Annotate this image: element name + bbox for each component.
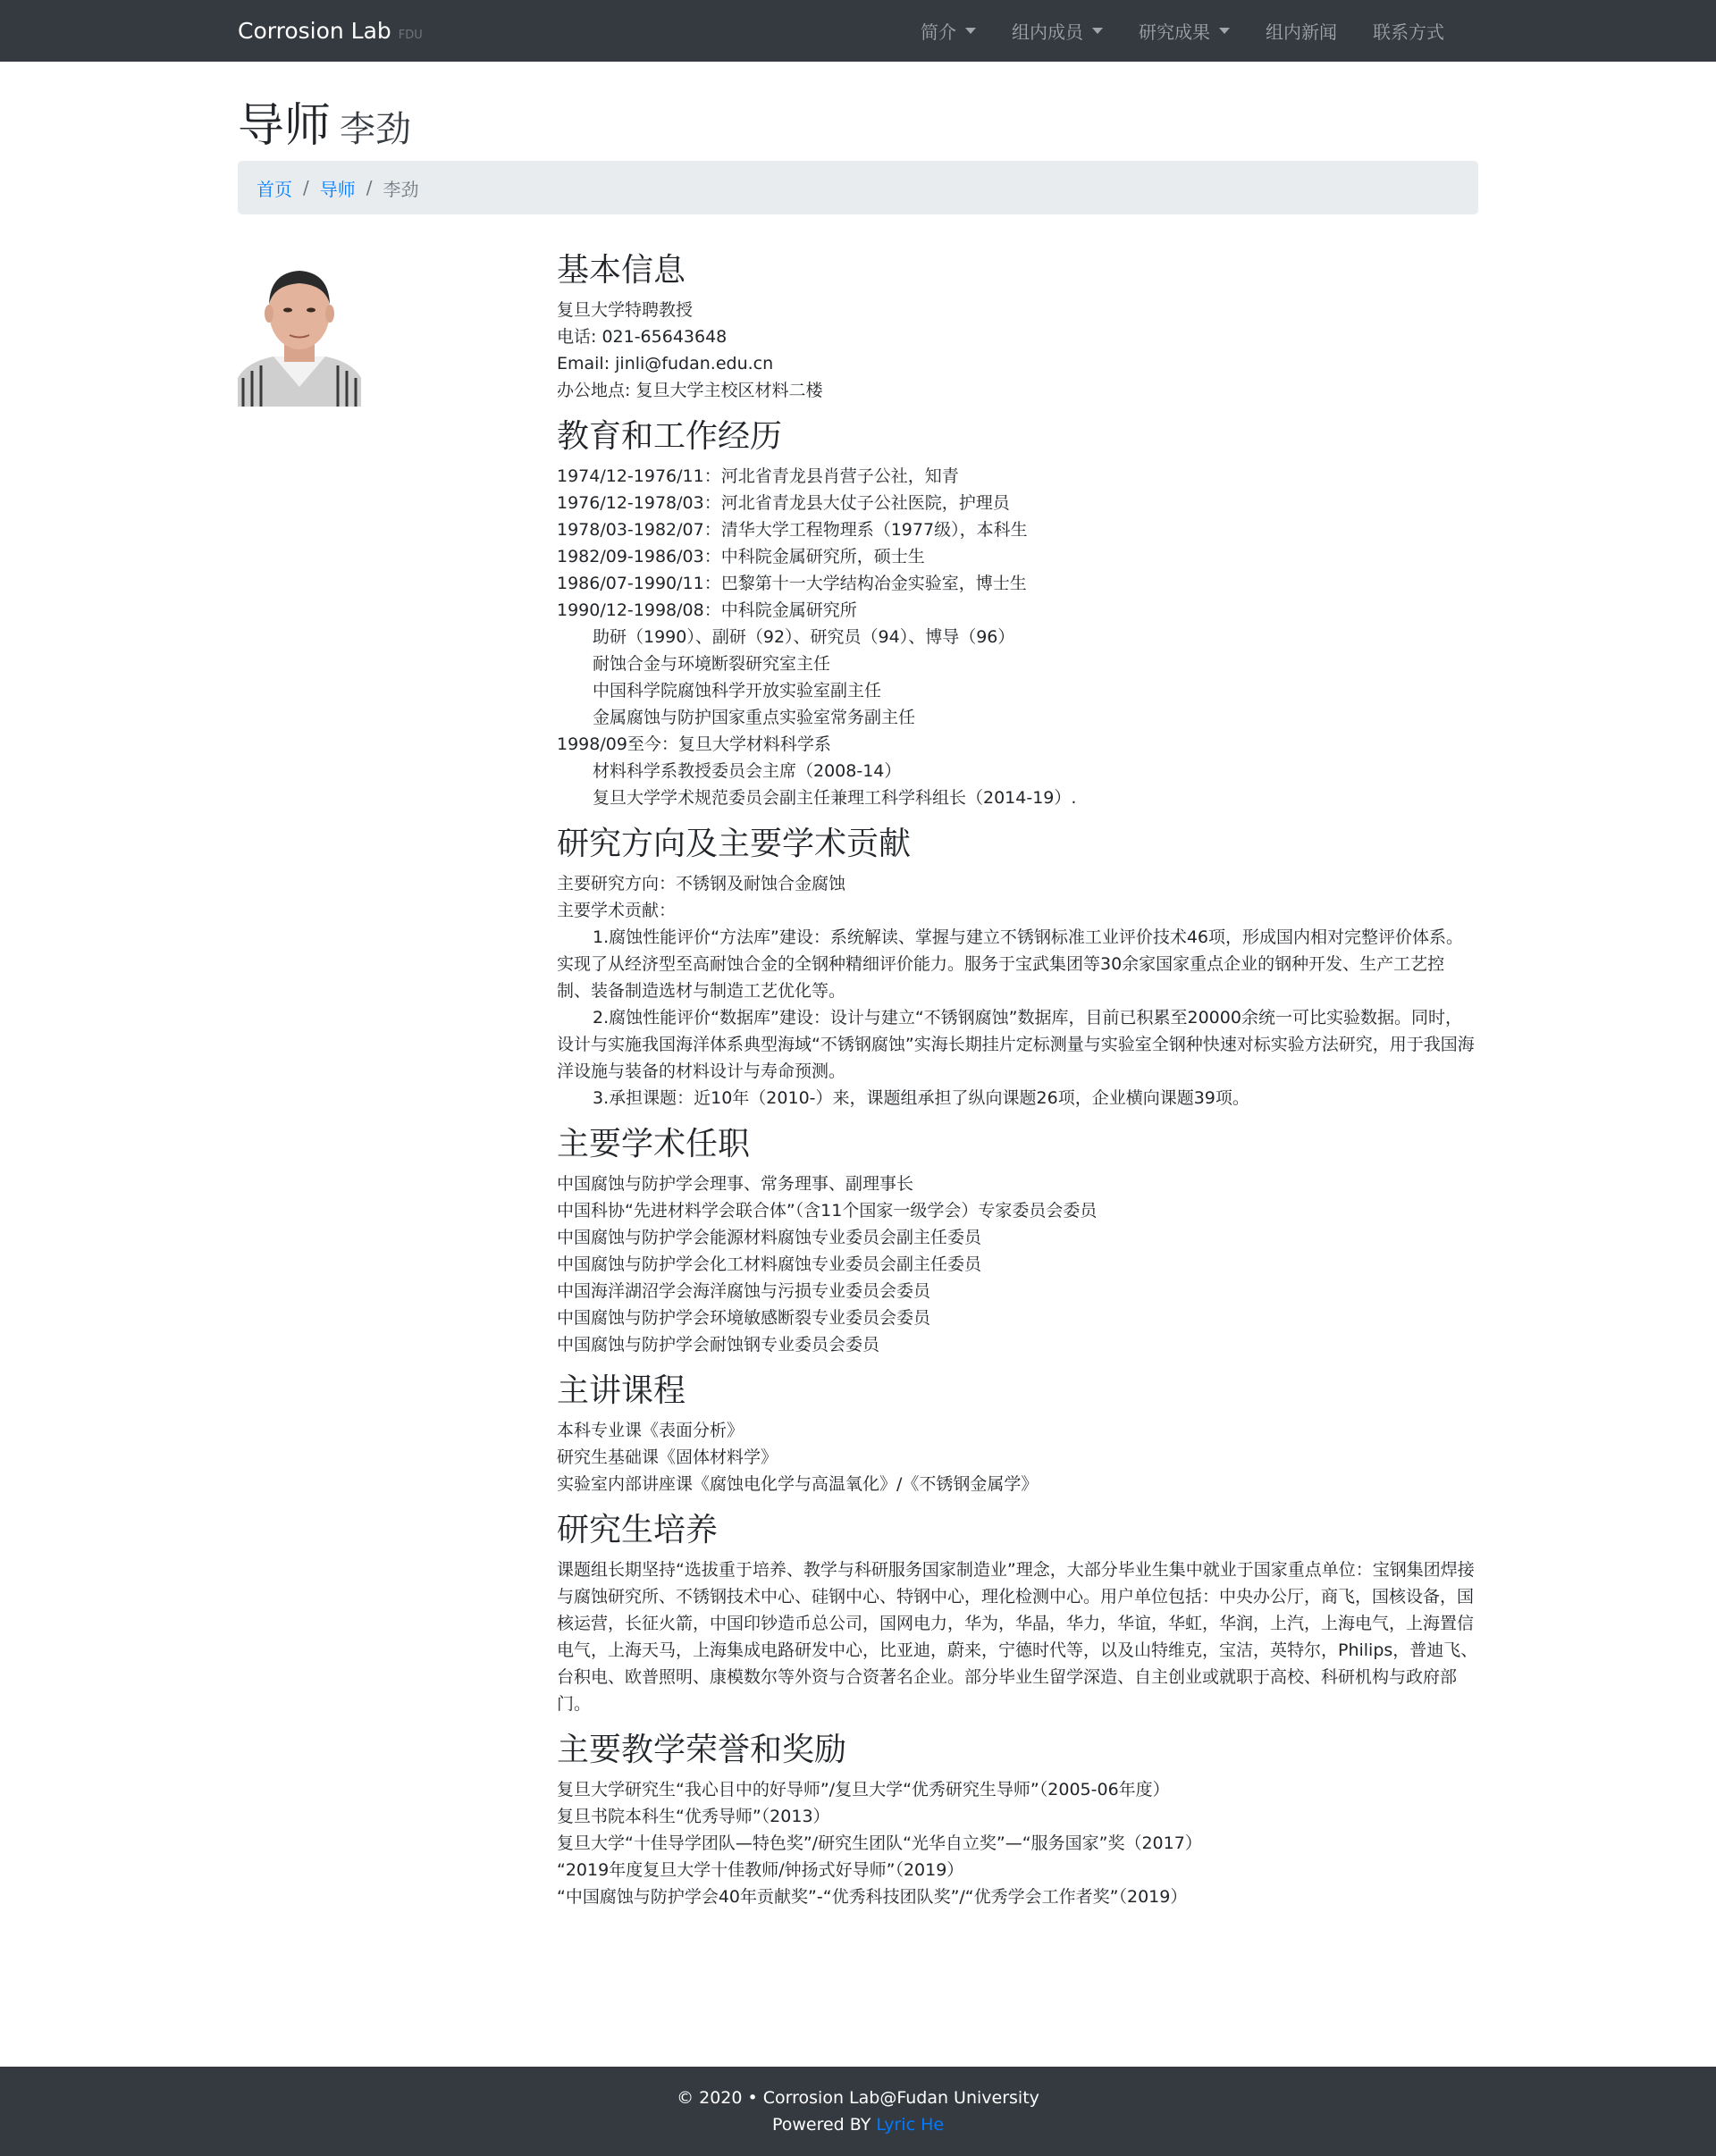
contribution-item: 1.腐蚀性能评价“方法库”建设：系统解读、掌握与建立不锈钢标准工业评价技术46项，形成国内相对完整评价体系。实现了从经济型至高耐蚀合金的全钢种精细评价能力。服务于宝武集团等30余家国家重点企业的钢种开发、生产工艺控制、装备制造选材与制造工艺优化等。 xyxy=(557,927,1463,1001)
profile-photo xyxy=(238,253,361,407)
honor-line: 复旦书院本科生“优秀导师”（2013） xyxy=(557,1807,830,1826)
section-research xyxy=(557,818,1478,1112)
section-heading: 教育和工作经历 xyxy=(557,418,783,455)
research-direction: 主要研究方向：不锈钢及耐蚀合金腐蚀 xyxy=(557,874,846,893)
nav-item-label: 组内成员 xyxy=(1012,21,1083,43)
honor-line: 复旦大学研究生“我心目中的好导师”/复旦大学“优秀研究生导师”（2005-06年度） xyxy=(557,1780,1170,1799)
nav-item-label: 组内新闻 xyxy=(1266,21,1337,43)
career-line: 1978/03-1982/07：清华大学工程物理系（1977级），本科生 xyxy=(557,520,1028,540)
career-line: 1976/12-1978/03：河北省青龙县大仗子公社医院，护理员 xyxy=(557,493,1010,513)
breadcrumb-separator: / xyxy=(366,177,373,198)
position-line: 中国腐蚀与防护学会能源材料腐蚀专业委员会副主任委员 xyxy=(557,1228,982,1247)
section-career xyxy=(557,411,1478,811)
honor-line: 复旦大学“十佳导学团队—特色奖”/研究生团队“光华自立奖”—“服务国家”奖（2017） xyxy=(557,1833,1202,1853)
career-subline: 助研（1990）、副研（92）、研究员（94）、博导（96） xyxy=(593,627,1015,647)
breadcrumb xyxy=(238,161,1478,214)
career-line: 1974/12-1976/11：河北省青龙县肖营子公社，知青 xyxy=(557,466,959,486)
career-line: 1982/09-1986/03：中科院金属研究所，硕士生 xyxy=(557,547,925,566)
caret-down-icon xyxy=(965,28,976,34)
position-line: 中国海洋湖沼学会海洋腐蚀与污损专业委员会委员 xyxy=(557,1281,931,1301)
brand-logo[interactable] xyxy=(238,0,423,62)
section-heading: 主要学术任职 xyxy=(557,1126,751,1162)
footer-powered xyxy=(772,2111,944,2138)
career-line: 1986/07-1990/11：巴黎第十一大学结构冶金实验室，博士生 xyxy=(557,574,1027,593)
career-line: 1990/12-1998/08：中科院金属研究所 xyxy=(557,600,857,620)
office-line: 办公地点: 复旦大学主校区材料二楼 xyxy=(557,381,823,400)
caret-down-icon xyxy=(1092,28,1103,34)
profile-content xyxy=(557,245,1478,1917)
page-title xyxy=(238,88,411,155)
page-title-sub: 李劲 xyxy=(340,109,412,150)
section-heading: 主讲课程 xyxy=(557,1372,686,1409)
footer-author-link[interactable]: Lyric He xyxy=(876,2115,945,2135)
position-line: 中国腐蚀与防护学会化工材料腐蚀专业委员会副主任委员 xyxy=(557,1254,982,1274)
honor-line: “2019年度复旦大学十佳教师/钟扬式好导师”（2019） xyxy=(557,1860,964,1880)
section-heading: 主要教学荣誉和奖励 xyxy=(557,1732,847,1768)
course-line: 本科专业课《表面分析》 xyxy=(557,1421,744,1440)
contribution-item: 2.腐蚀性能评价“数据库”建设：设计与建立“不锈钢腐蚀”数据库，目前已积累至20000余统一可比实验数据。同时，设计与实施我国海洋体系典型海域“不锈钢腐蚀”实海长期挂片定标测量与实验室全钢种快速对标实验方法研究，用于我国海洋设施与装备的材料设计与寿命预测。 xyxy=(557,1008,1475,1081)
phone-line: 电话: 021-65643648 xyxy=(557,327,728,347)
nav-item-label: 研究成果 xyxy=(1139,21,1210,43)
breadcrumb-current: 李劲 xyxy=(383,178,419,200)
position-line: 中国腐蚀与防护学会环境敏感断裂专业委员会委员 xyxy=(557,1308,931,1328)
section-courses xyxy=(557,1365,1478,1497)
breadcrumb-home-link[interactable]: 首页 xyxy=(257,178,292,200)
nav-item-label: 联系方式 xyxy=(1373,21,1444,43)
contribution-label: 主要学术贡献： xyxy=(557,901,677,920)
brand-sub: FDU xyxy=(398,29,423,42)
nav-item-contact[interactable] xyxy=(1373,18,1444,44)
top-navbar xyxy=(0,0,1716,62)
section-positions xyxy=(557,1119,1478,1358)
title-line: 复旦大学特聘教授 xyxy=(557,300,694,320)
section-heading: 研究方向及主要学术贡献 xyxy=(557,826,912,862)
nav-item-research[interactable] xyxy=(1139,18,1230,44)
breadcrumb-section-link[interactable]: 导师 xyxy=(319,178,356,200)
footer-copyright: © 2020 • Corrosion Lab@Fudan University xyxy=(677,2088,1039,2108)
nav-menu xyxy=(921,0,1480,62)
course-line: 研究生基础课《固体材料学》 xyxy=(557,1447,778,1467)
caret-down-icon xyxy=(1219,28,1230,34)
career-subline: 中国科学院腐蚀科学开放实验室副主任 xyxy=(593,681,882,700)
career-subline: 材料科学系教授委员会主席（2008-14） xyxy=(593,761,902,781)
footer-powered-prefix: Powered BY xyxy=(771,2115,871,2135)
training-text: 课题组长期坚持“选拔重于培养、教学与科研服务国家制造业”理念，大部分毕业生集中就业于国家重点单位：宝钢集团焊接与腐蚀研究所、不锈钢技术中心、硅钢中心、特钢中心，理化检测中心。用户单位包括：中央办公厅，商飞，国核设备，国核运营，长征火箭，中国印钞造币总公司，国网电力，华为，华晶，华力，华谊，华虹，华润，上汽，上海电气，上海置信电气，上海天马，上海集成电路研发中心，比亚迪，蔚来，宁德时代等，以及山特维克，宝洁，英特尔，Philips，普迪飞、台积电、欧普照明、康模数尔等外资与合资著名企业。部分毕业生留学深造、自主创业或就职于高校、科研机构与政府部门。 xyxy=(557,1560,1478,1714)
nav-item-members[interactable] xyxy=(1012,18,1103,44)
site-footer xyxy=(0,2067,1716,2156)
page-title-main: 导师 xyxy=(238,99,332,153)
section-honors xyxy=(557,1724,1478,1910)
nav-item-label: 简介 xyxy=(921,21,956,43)
position-line: 中国腐蚀与防护学会理事、常务理事、副理事长 xyxy=(557,1174,914,1194)
course-line: 实验室内部讲座课《腐蚀电化学与高温氧化》/《不锈钢金属学》 xyxy=(557,1474,1039,1494)
breadcrumb-separator: / xyxy=(303,177,309,198)
section-training xyxy=(557,1505,1478,1717)
career-subline: 耐蚀合金与环境断裂研究室主任 xyxy=(593,654,831,674)
career-subline: 金属腐蚀与防护国家重点实验室常务副主任 xyxy=(593,708,916,727)
portrait-image xyxy=(238,253,361,407)
brand-name[interactable]: Corrosion Lab xyxy=(238,18,391,44)
career-subline: 复旦大学学术规范委员会副主任兼理工科学科组长（2014-19）. xyxy=(593,788,1077,808)
honor-line: “中国腐蚀与防护学会40年贡献奖”-“优秀科技团队奖”/“优秀学会工作者奖”（2019） xyxy=(557,1887,1188,1907)
section-heading: 研究生培养 xyxy=(557,1512,719,1548)
nav-item-intro[interactable] xyxy=(921,18,976,44)
section-heading: 基本信息 xyxy=(557,252,686,289)
contribution-item: 3.承担课题：近10年（2010-）来，课题组承担了纵向课题26项，企业横向课题39项。 xyxy=(593,1088,1249,1108)
section-basic-info xyxy=(557,245,1478,404)
nav-item-news[interactable] xyxy=(1266,18,1337,44)
position-line: 中国腐蚀与防护学会耐蚀钢专业委员会委员 xyxy=(557,1335,880,1355)
career-line: 1998/09至今：复旦大学材料科学系 xyxy=(557,734,831,754)
email-line: Email: jinli@fudan.edu.cn xyxy=(557,354,774,373)
position-line: 中国科协“先进材料学会联合体”（含11个国家一级学会）专家委员会委员 xyxy=(557,1201,1098,1221)
